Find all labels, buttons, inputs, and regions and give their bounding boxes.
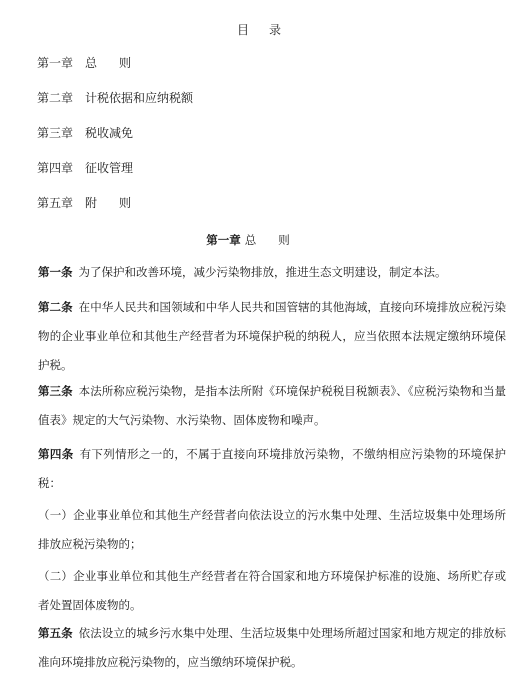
article-text: 本法所称应税污染物，是指本法所附《环境保护税税目税额表》、《应税污染物和当量值表》规定的大气污染物、水污染物、固体废物和噪声。 — [38, 384, 507, 427]
article-4-item-2 — [38, 562, 506, 620]
toc-item-number: 第五章 — [37, 196, 74, 210]
toc-item-3[interactable] — [37, 124, 133, 141]
toc-item-5[interactable] — [37, 194, 153, 211]
toc-item-number: 第二章 — [37, 91, 74, 105]
article-label: 第三条 — [38, 384, 73, 398]
chapter-heading — [0, 232, 518, 248]
toc-item-2[interactable] — [37, 89, 193, 106]
article-4 — [38, 440, 506, 498]
article-3 — [38, 377, 506, 435]
article-text: 为了保护和改善环境，减少污染物排放，推进生态文明建设，制定本法。 — [78, 265, 447, 279]
article-1 — [38, 258, 506, 287]
article-item-text: （一）企业事业单位和其他生产经营者向依法设立的污水集中处理、生活垃圾集中处理场所排放应税污染物的； — [38, 508, 506, 551]
chapter-name: 总则 — [244, 233, 312, 247]
toc-item-name: 征收管理 — [85, 161, 134, 175]
toc-item-4[interactable] — [37, 159, 133, 176]
toc-item-name: 税收减免 — [85, 126, 134, 140]
chapter-number: 第一章 — [206, 233, 241, 247]
toc-item-number: 第三章 — [37, 126, 74, 140]
article-text: 在中华人民共和国领域和中华人民共和国管辖的其他海域，直接向环境排放应税污染物的企业事业单位和其他生产经营者为环境保护税的纳税人，应当依照本法规定缴纳环境保护税。 — [38, 300, 506, 372]
article-label: 第二条 — [38, 300, 73, 314]
article-text: 依法设立的城乡污水集中处理、生活垃圾集中处理场所超过国家和地方规定的排放标准向环境排放应税污染物的，应当缴纳环境保护税。 — [38, 626, 506, 669]
toc-item-number: 第四章 — [37, 161, 74, 175]
toc-title: 目录 — [236, 23, 301, 37]
article-item-text: （二）企业事业单位和其他生产经营者在符合国家和地方环境保护标准的设施、场所贮存或者处置固体废物的。 — [38, 569, 506, 612]
article-5 — [38, 619, 506, 677]
toc-item-name: 附则 — [85, 196, 154, 210]
toc-item-1[interactable] — [37, 54, 153, 71]
article-text: 有下列情形之一的，不属于直接向环境排放污染物，不缴纳相应污染物的环境保护税： — [38, 447, 507, 490]
toc-item-number: 第一章 — [37, 56, 74, 70]
article-2 — [38, 293, 506, 380]
article-4-item-1 — [38, 501, 506, 559]
toc-item-name: 总则 — [85, 56, 154, 70]
article-label: 第四条 — [38, 447, 74, 461]
toc-item-name: 计税依据和应纳税额 — [85, 91, 194, 105]
article-label: 第一条 — [38, 265, 73, 279]
article-label: 第五条 — [38, 626, 73, 640]
